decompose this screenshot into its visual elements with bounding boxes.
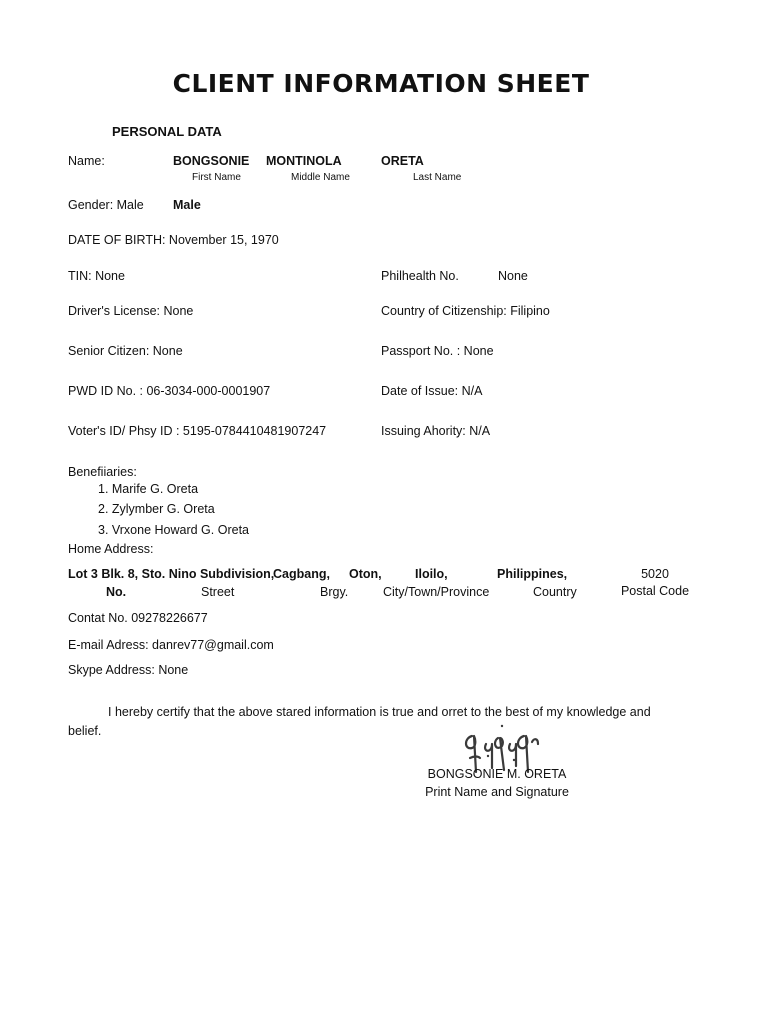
home-address-label: Home Address: (68, 542, 154, 556)
passport: Passport No. : None (381, 344, 494, 358)
address-barangay: Cagbang, (273, 567, 330, 581)
tin: TIN: None (68, 269, 125, 283)
address-country: Philippines, (497, 567, 568, 581)
philhealth-value: None (498, 269, 528, 283)
signature-caption: Print Name and Signature (425, 785, 569, 799)
pwd-id: PWD ID No. : 06-3034-000-0001907 (68, 384, 271, 398)
address-province: Iloilo, (415, 567, 448, 581)
contact-number: Contat No. 09278226677 (68, 611, 208, 625)
date-of-issue: Date of Issue: N/A (381, 384, 483, 398)
last-name-value: ORETA (381, 154, 424, 168)
date-of-birth: DATE OF BIRTH: November 15, 1970 (68, 233, 279, 247)
signatory-printed-name: BONGSONIE M. ORETA (427, 767, 567, 781)
beneficiaries-label: Benefiiaries: (68, 465, 137, 479)
gender-value: Male (173, 198, 201, 212)
senior-citizen: Senior Citizen: None (68, 344, 183, 358)
voters-id: Voter's ID/ Phsy ID : 5195-0784410481907247 (68, 424, 327, 438)
section-title: PERSONAL DATA (112, 124, 222, 139)
middle-name-caption: Middle Name (291, 172, 350, 183)
beneficiary-item: 2. Zylymber G. Oreta (98, 502, 215, 516)
philhealth-label: Philhealth No. (381, 269, 459, 283)
certification-line-2: belief. (68, 724, 102, 738)
address-lot-no: No. (106, 585, 127, 599)
first-name-value: BONGSONIE (173, 154, 250, 168)
certification-line-1: I hereby certify that the above stared information is true and orret to the best of my knowledge and (108, 705, 651, 719)
street-caption: Street (201, 585, 235, 599)
skype-address: Skype Address: None (68, 663, 189, 677)
issuing-authority: Issuing Ahority: N/A (381, 424, 491, 438)
city-caption: City/Town/Province (383, 585, 490, 599)
document-title: CLIENT INFORMATION SHEET (172, 69, 590, 98)
beneficiary-item: 1. Marife G. Oreta (98, 482, 199, 496)
citizenship: Country of Citizenship: Filipino (381, 304, 550, 318)
first-name-caption: First Name (192, 172, 241, 183)
brgy-caption: Brgy. (320, 585, 349, 599)
beneficiary-item: 3. Vrxone Howard G. Oreta (98, 523, 249, 537)
gender-label: Gender: Male (68, 198, 144, 212)
address-city: Oton, (349, 567, 382, 581)
country-caption: Country (533, 585, 577, 599)
last-name-caption: Last Name (413, 172, 462, 183)
middle-name-value: MONTINOLA (266, 154, 342, 168)
name-label: Name: (68, 154, 105, 168)
postal-caption: Postal Code (620, 584, 690, 598)
drivers-license: Driver's License: None (68, 304, 194, 318)
email-address: E-mail Adress: danrev77@gmail.com (68, 638, 274, 652)
address-postal: 5020 (641, 567, 669, 581)
address-lot: Lot 3 Blk. 8, Sto. Nino Subdivision, (68, 567, 275, 581)
